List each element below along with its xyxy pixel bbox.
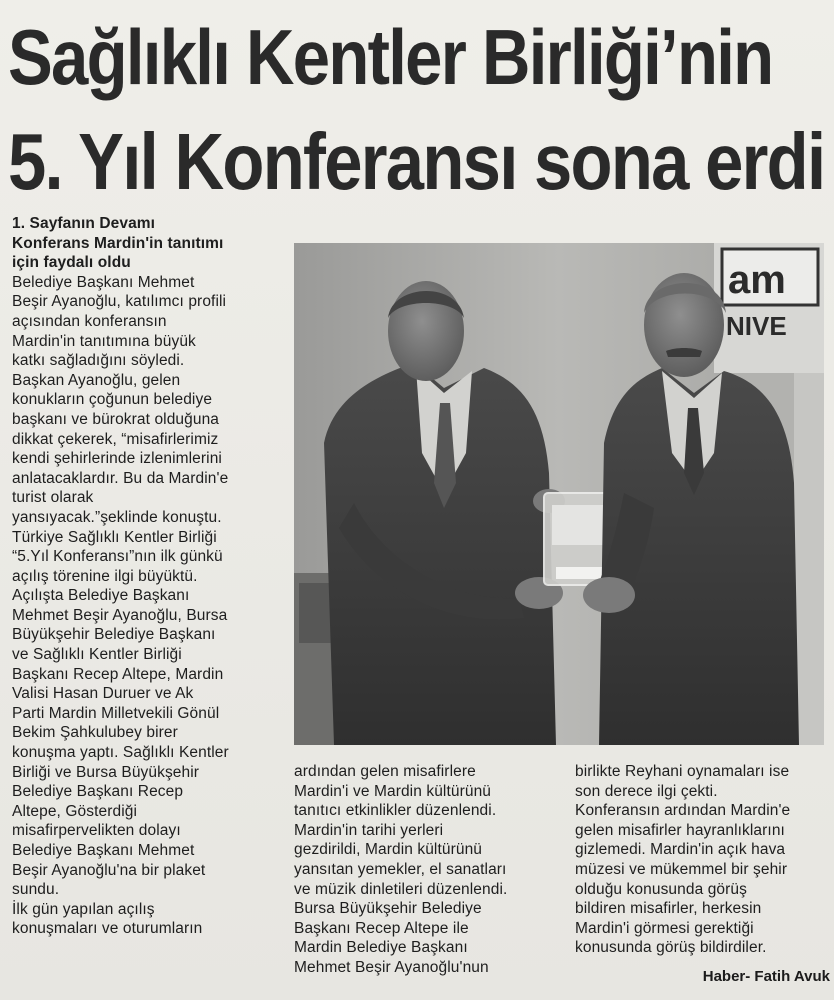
- body-text-line: Mardin'in tarihi yerleri: [294, 821, 444, 839]
- body-text-line: Başkanı Recep Altepe ile: [294, 919, 469, 937]
- body-text-line: yansıyacak.”şeklinde konuştu.: [12, 508, 222, 526]
- body-text-line: sundu.: [12, 881, 60, 899]
- headline-line-1: Sağlıklı Kentler Birliği’nin: [8, 13, 773, 101]
- body-text-line: Belediye Başkanı Mehmet: [12, 273, 195, 291]
- body-text-line: Mardin'i görmesi gerektiği: [575, 919, 754, 937]
- body-text-line: Birliği ve Bursa Büyükşehir: [12, 763, 200, 781]
- body-text-line: Mehmet Beşir Ayanoğlu, Bursa: [12, 606, 228, 624]
- body-text-line: Açılışta Belediye Başkanı: [12, 587, 190, 605]
- article-column-1: [12, 214, 274, 939]
- body-text-line: turist olarak: [12, 489, 94, 507]
- body-text-line: “5.Yıl Konferansı”nın ilk günkü: [12, 548, 223, 566]
- body-text-line: Bursa Büyükşehir Belediye: [294, 900, 482, 918]
- body-text-line: bildiren misafirler, herkesin: [575, 900, 762, 918]
- wall-text-1: am: [728, 258, 786, 302]
- body-text-line: İlk gün yapılan açılış: [12, 900, 155, 918]
- column-1-body: [12, 273, 274, 939]
- body-text-line: ve müzik dinletileri düzenlendi.: [294, 880, 508, 898]
- body-text-line: tanıtıcı etkinlikler düzenlendi.: [294, 802, 497, 820]
- subheadline-line-2: için faydalı oldu: [12, 254, 131, 272]
- body-text-line: Başkan Ayanoğlu, gelen: [12, 371, 181, 389]
- body-text-line: başkanı ve bürokrat olduğuna: [12, 410, 220, 428]
- body-text-line: birlikte Reyhani oynamaları ise: [575, 763, 790, 780]
- body-text-line: dikkat çekerek, “misafirlerimiz: [12, 430, 219, 448]
- body-text-line: açısından konferansın: [12, 312, 167, 330]
- body-text-line: konuşma yaptı. Sağlıklı Kentler: [12, 744, 229, 762]
- body-text-line: Konferansın ardından Mardin'e: [575, 802, 791, 820]
- body-text-line: ardından gelen misafirlere: [294, 763, 476, 780]
- body-text-line: Parti Mardin Milletvekili Gönül: [12, 704, 220, 722]
- body-text-line: Türkiye Sağlıklı Kentler Birliği: [12, 528, 217, 546]
- body-text-line: konukların çoğunun belediye: [12, 391, 213, 409]
- body-text-line: yansıtan yemekler, el sanatları: [294, 860, 507, 878]
- byline: Haber- Fatih Avuk: [702, 968, 830, 985]
- body-text-line: misafirpervelikten dolayı: [12, 822, 181, 840]
- body-text-line: anlatacaklardır. Bu da Mardin'e: [12, 469, 229, 487]
- body-text-line: Mehmet Beşir Ayanoğlu'nun: [294, 958, 489, 976]
- body-text-line: Beşir Ayanoğlu'na bir plaket: [12, 861, 206, 879]
- wall-text-2: NIVE: [726, 311, 787, 341]
- article-column-3: [575, 762, 834, 958]
- body-text-line: Büyükşehir Belediye Başkanı: [12, 626, 216, 644]
- body-text-line: ve Sağlıklı Kentler Birliği: [12, 646, 182, 664]
- body-text-line: son derece ilgi çekti.: [575, 782, 718, 800]
- body-text-line: Belediye Başkanı Mehmet: [12, 842, 195, 859]
- body-text-line: müzesi ve mükemmel bir şehir: [575, 860, 788, 878]
- body-text-line: kendi şehirlerinde izlenimlerini: [12, 450, 222, 468]
- subheadline-line-1: Konferans Mardin'in tanıtımı: [12, 234, 224, 252]
- body-text-line: gizlemedi. Mardin'in açık hava: [575, 841, 786, 859]
- body-text-line: Mardin Belediye Başkanı: [294, 939, 468, 957]
- body-text-line: Altepe, Gösterdiği: [12, 802, 138, 820]
- body-text-line: katkı sağladığını söyledi.: [12, 352, 185, 370]
- body-text-line: olduğu konusunda görüş: [575, 880, 747, 898]
- article-photo: [294, 243, 824, 745]
- body-text-line: konusunda görüş bildirdiler.: [575, 939, 767, 957]
- body-text-line: konuşmaları ve oturumların: [12, 920, 203, 938]
- body-text-line: Bekim Şahkulubey birer: [12, 724, 178, 742]
- body-text-line: gezdirildi, Mardin kültürünü: [294, 841, 483, 859]
- body-text-line: açılış törenine ilgi büyüktü.: [12, 567, 198, 585]
- body-text-line: Beşir Ayanoğlu, katılımcı profili: [12, 293, 227, 311]
- body-text-line: Valisi Hasan Duruer ve Ak: [12, 685, 194, 703]
- article-column-2: [294, 762, 556, 978]
- headline-line-2: 5. Yıl Konferansı sona erdi: [8, 117, 825, 206]
- continuation-label: 1. Sayfanın Devamı: [12, 215, 156, 232]
- body-text-line: Başkanı Recep Altepe, Mardin: [12, 665, 224, 683]
- body-text-line: gelen misafirler hayranlıklarını: [575, 821, 785, 839]
- photo-illustration: [294, 243, 824, 745]
- body-text-line: Mardin'in tanıtımına büyük: [12, 332, 196, 350]
- body-text-line: Belediye Başkanı Recep: [12, 783, 184, 801]
- body-text-line: Mardin'i ve Mardin kültürünü: [294, 782, 492, 800]
